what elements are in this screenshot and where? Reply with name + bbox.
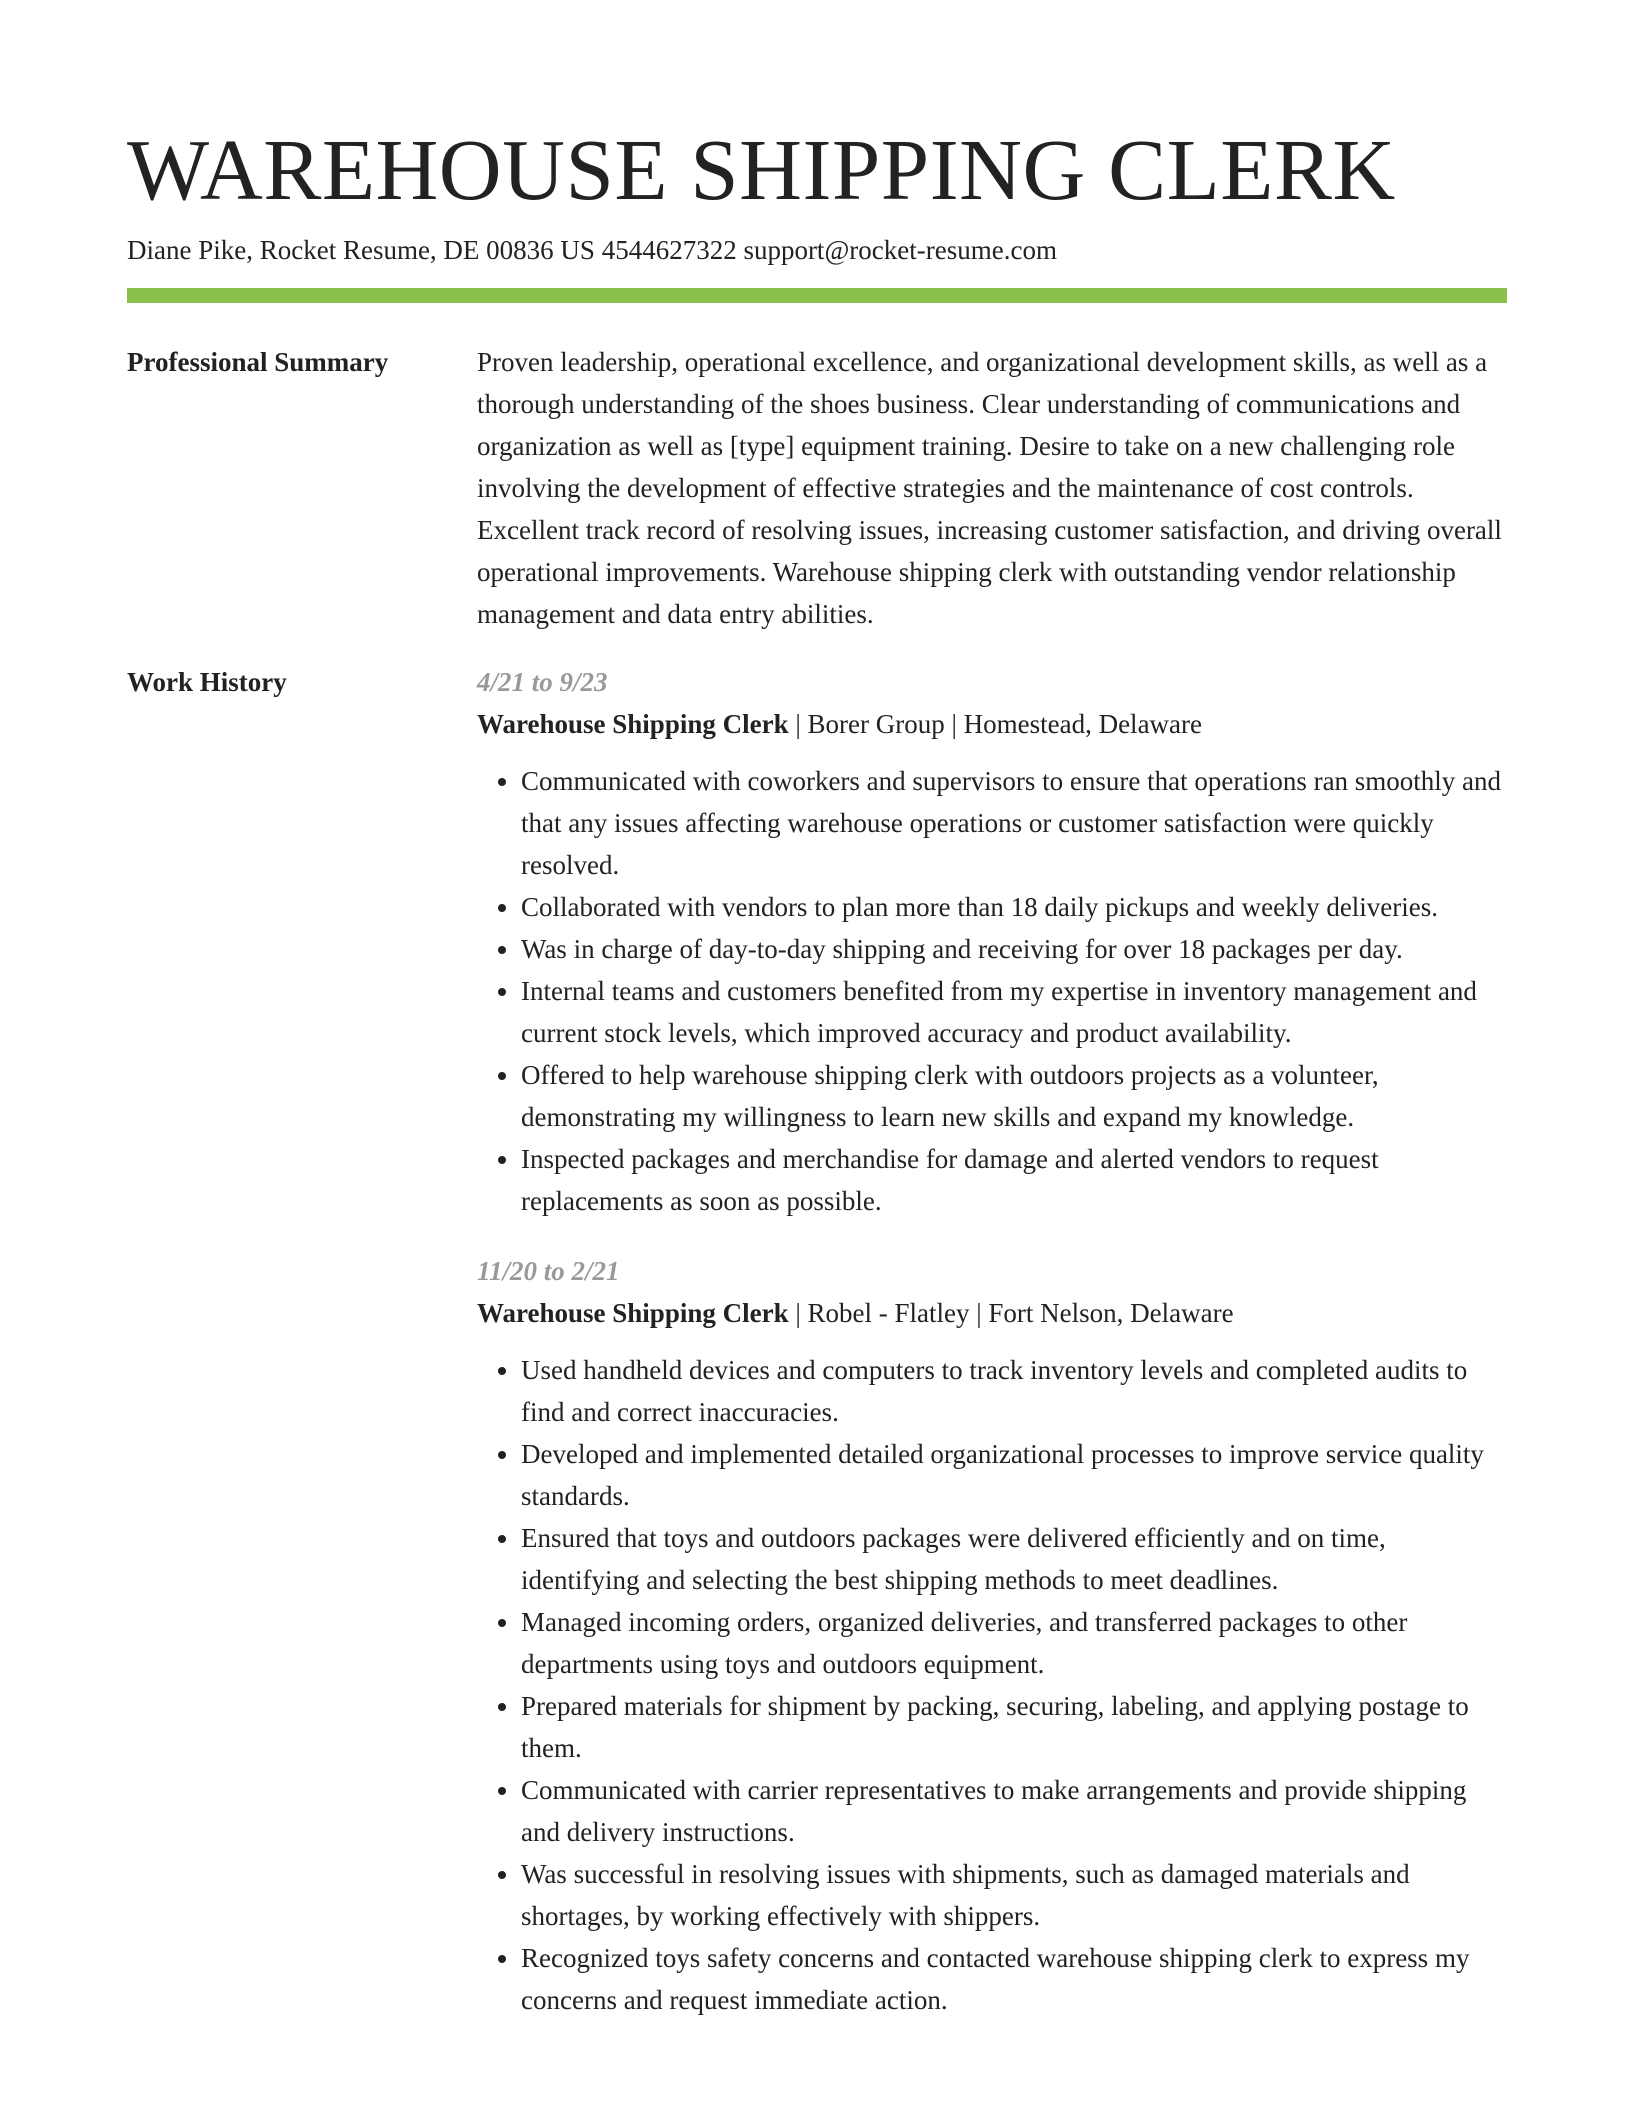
professional-summary-section [127, 341, 1507, 635]
job-bullet: • Managed incoming orders, organized deliveries, and transferred packages to other departments using toys and outdoors equipment. [521, 1601, 1507, 1685]
job-bullet: • Prepared materials for shipment by packing, securing, labeling, and applying postage to them. [521, 1685, 1507, 1769]
job-bullet: • Inspected packages and merchandise for damage and alerted vendors to request replacements as soon as possible. [521, 1138, 1507, 1222]
job-bullet: • Used handheld devices and computers to track inventory levels and completed audits to find and correct inaccuracies. [521, 1349, 1507, 1433]
job-heading [477, 703, 1507, 745]
job-bullet-list [477, 760, 1507, 1222]
job-details: | Borer Group | Homestead, Delaware [788, 709, 1203, 739]
job-details: | Robel - Flatley | Fort Nelson, Delaware [788, 1298, 1234, 1328]
section-label-professional-summary: Professional Summary [127, 347, 389, 377]
accent-divider [127, 288, 1507, 303]
job-dates: 11/20 to 2/21 [477, 1256, 620, 1286]
summary-body [477, 341, 1507, 635]
section-label-work-history: Work History [127, 667, 287, 697]
job-bullet: • Developed and implemented detailed organizational processes to improve service quality standards. [521, 1433, 1507, 1517]
job-bullet: • Collaborated with vendors to plan more than 18 daily pickups and weekly deliveries. [521, 886, 1507, 928]
job-bullet: • Was in charge of day-to-day shipping and receiving for over 18 packages per day. [521, 928, 1507, 970]
job-heading [477, 1292, 1507, 1334]
job-bullet: • Internal teams and customers benefited from my expertise in inventory management and current stock levels, which improved accuracy and product availability. [521, 970, 1507, 1054]
work-history-body [477, 661, 1507, 2021]
summary-text: Proven leadership, operational excellence, and organizational development skills, as well as a thorough understanding of the shoes business. Clear understanding of communications and organization as well as [type] equipment training. Desire to take on a new challenging role involving the development of effective strategies and the maintenance of cost controls. Excellent track record of resolving issues, increasing customer satisfaction, and driving overall operational improvements. Warehouse shipping clerk with outstanding vendor relationship management and data entry abilities. [477, 347, 1502, 629]
resume-title: WAREHOUSE SHIPPING CLERK [127, 121, 1396, 218]
job-dates: 4/21 to 9/23 [477, 667, 608, 697]
job-entry [477, 1250, 1507, 2021]
job-entry [477, 661, 1507, 1222]
job-bullet: • Communicated with coworkers and supervisors to ensure that operations ran smoothly and that any issues affecting warehouse operations or customer satisfaction were quickly resolved. [521, 760, 1507, 886]
job-title: Warehouse Shipping Clerk [477, 709, 789, 739]
work-history-section [127, 661, 1507, 2021]
job-bullet: • Was successful in resolving issues with shipments, such as damaged materials and shortages, by working effectively with shippers. [521, 1853, 1507, 1937]
job-bullet-list [477, 1349, 1507, 2021]
job-bullet: • Ensured that toys and outdoors packages were delivered efficiently and on time, identifying and selecting the best shipping methods to meet deadlines. [521, 1517, 1507, 1601]
contact-line: Diane Pike, Rocket Resume, DE 00836 US 4544627322 support@rocket-resume.com [127, 235, 1057, 265]
job-title: Warehouse Shipping Clerk [477, 1298, 789, 1328]
job-bullet: • Communicated with carrier representatives to make arrangements and provide shipping and delivery instructions. [521, 1769, 1507, 1853]
job-bullet: • Recognized toys safety concerns and contacted warehouse shipping clerk to express my concerns and request immediate action. [521, 1937, 1507, 2021]
job-bullet: • Offered to help warehouse shipping clerk with outdoors projects as a volunteer, demonstrating my willingness to learn new skills and expand my knowledge. [521, 1054, 1507, 1138]
